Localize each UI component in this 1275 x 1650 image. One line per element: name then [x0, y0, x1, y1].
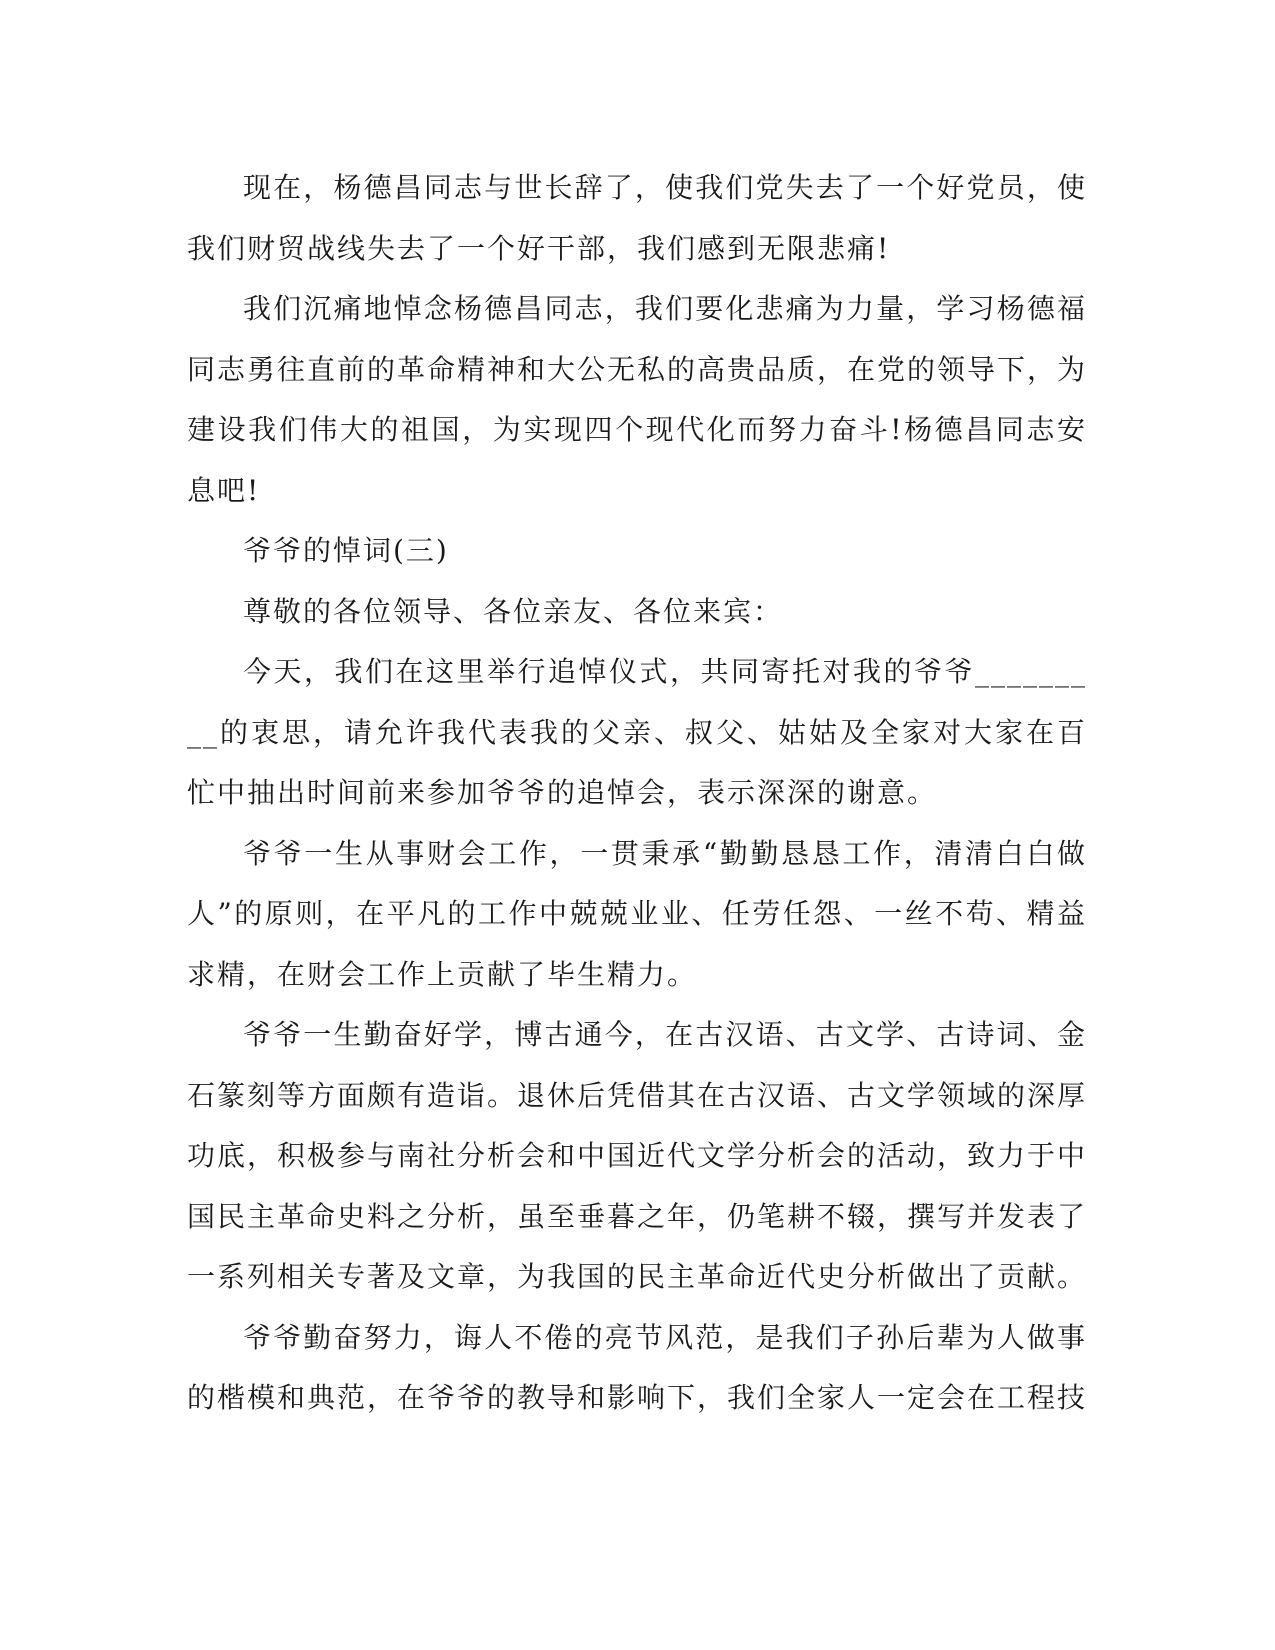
paragraph-3: 今天，我们在这里举行追悼仪式，共同寄托对我的爷爷_________的衷思，请允许我代表我的父亲、叔父、姑姑及全家对大家在百忙中抽出时间前来参加爷爷的追悼会，表示深深的谢意。: [187, 655, 1087, 809]
paragraph-2: 我们沉痛地悼念杨德昌同志，我们要化悲痛为力量，学习杨德福同志勇往直前的革命精神和大公无私的高贵品质，在党的领导下，为建设我们伟大的祖国，为实现四个现代化而努力奋斗!杨德昌同志安息吧!: [187, 292, 1088, 507]
salutation: 尊敬的各位领导、各位亲友、各位来宾：: [243, 594, 784, 628]
paragraph-6: 爷爷勤奋努力，诲人不倦的亮节风范，是我们子孙后辈为人做事的楷模和典范，在爷爷的教导和影响下，我们全家人一定会在工程技: [187, 1320, 1088, 1414]
paragraph-4: 爷爷一生从事财会工作，一贯秉承“勤勤恳恳工作，清清白白做人”的原则，在平凡的工作中兢兢业业、任劳任怨、一丝不苟、精益求精，在财会工作上贡献了毕生精力。: [187, 836, 1087, 991]
document-body: [187, 158, 1087, 1429]
paragraph-1: 现在，杨德昌同志与世长辞了，使我们党失去了一个好党员，使我们财贸战线失去了一个好干部，我们感到无限悲痛!: [187, 171, 1087, 265]
paragraph-5: 爷爷一生勤奋好学，博古通今，在古汉语、古文学、古诗词、金石篆刻等方面颇有造诣。退休后凭借其在古汉语、古文学领域的深厚功底，积极参与南社分析会和中国近代文学分析会的活动，致力于中国民主革命史料之分析，虽至垂暮之年，仍笔耕不辍，撰写并发表了一系列相关专著及文章，为我国的民主革命近代史分析做出了贡献。: [187, 1018, 1088, 1293]
section-heading: 爷爷的悼词(三): [243, 534, 449, 567]
